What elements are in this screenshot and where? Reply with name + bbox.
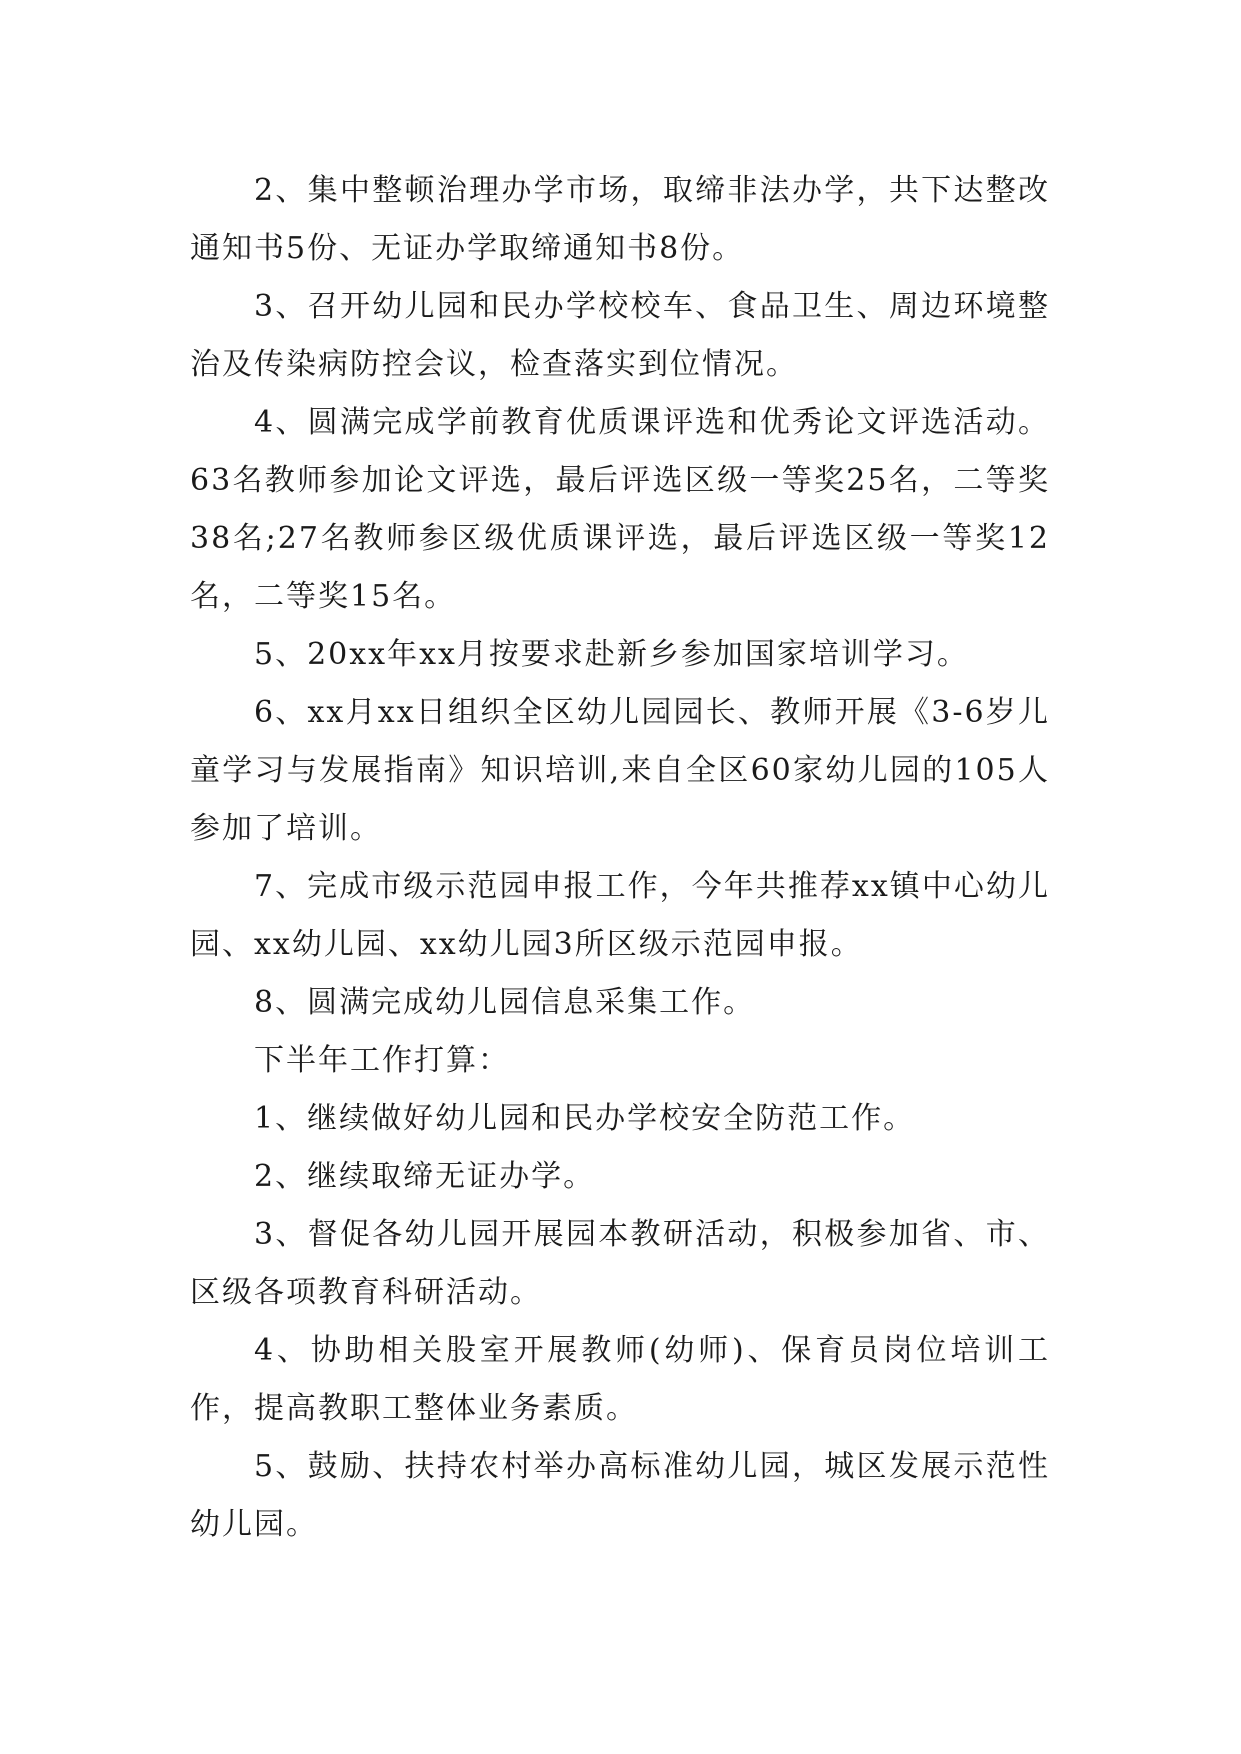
paragraph-4: 5、20xx年xx月按要求赴新乡参加国家培训学习。	[254, 637, 969, 672]
paragraph-2: 3、召开幼儿园和民办学校校车、食品卫生、周边环境整治及传染病防控会议，检查落实到位情况。	[190, 289, 1050, 382]
document-body	[190, 162, 1050, 1554]
paragraph-5: 6、xx月xx日组织全区幼儿园园长、教师开展《3-6岁儿童学习与发展指南》知识培训,来自全区60家幼儿园的105人参加了培训。	[190, 695, 1050, 846]
paragraph-7: 8、圆满完成幼儿园信息采集工作。	[254, 985, 756, 1020]
paragraph-13: 5、鼓励、扶持农村举办高标准幼儿园，城区发展示范性幼儿园。	[190, 1449, 1050, 1542]
paragraph-12: 4、协助相关股室开展教师(幼师)、保育员岗位培训工作，提高教职工整体业务素质。	[190, 1333, 1050, 1426]
paragraph-6: 7、完成市级示范园申报工作，今年共推荐xx镇中心幼儿园、xx幼儿园、xx幼儿园3所区级示范园申报。	[190, 869, 1050, 962]
paragraph-3: 4、圆满完成学前教育优质课评选和优秀论文评选活动。63名教师参加论文评选，最后评选区级一等奖25名，二等奖38名;27名教师参区级优质课评选，最后评选区级一等奖12名，二等奖15名。	[190, 405, 1050, 614]
section-heading: 下半年工作打算：	[254, 1043, 510, 1078]
paragraph-10: 2、继续取缔无证办学。	[254, 1159, 596, 1194]
paragraph-9: 1、继续做好幼儿园和民办学校安全防范工作。	[254, 1101, 916, 1136]
paragraph-11: 3、督促各幼儿园开展园本教研活动，积极参加省、市、区级各项教育科研活动。	[190, 1217, 1050, 1310]
paragraph-1: 2、集中整顿治理办学市场，取缔非法办学，共下达整改通知书5份、无证办学取缔通知书8份。	[190, 173, 1050, 266]
